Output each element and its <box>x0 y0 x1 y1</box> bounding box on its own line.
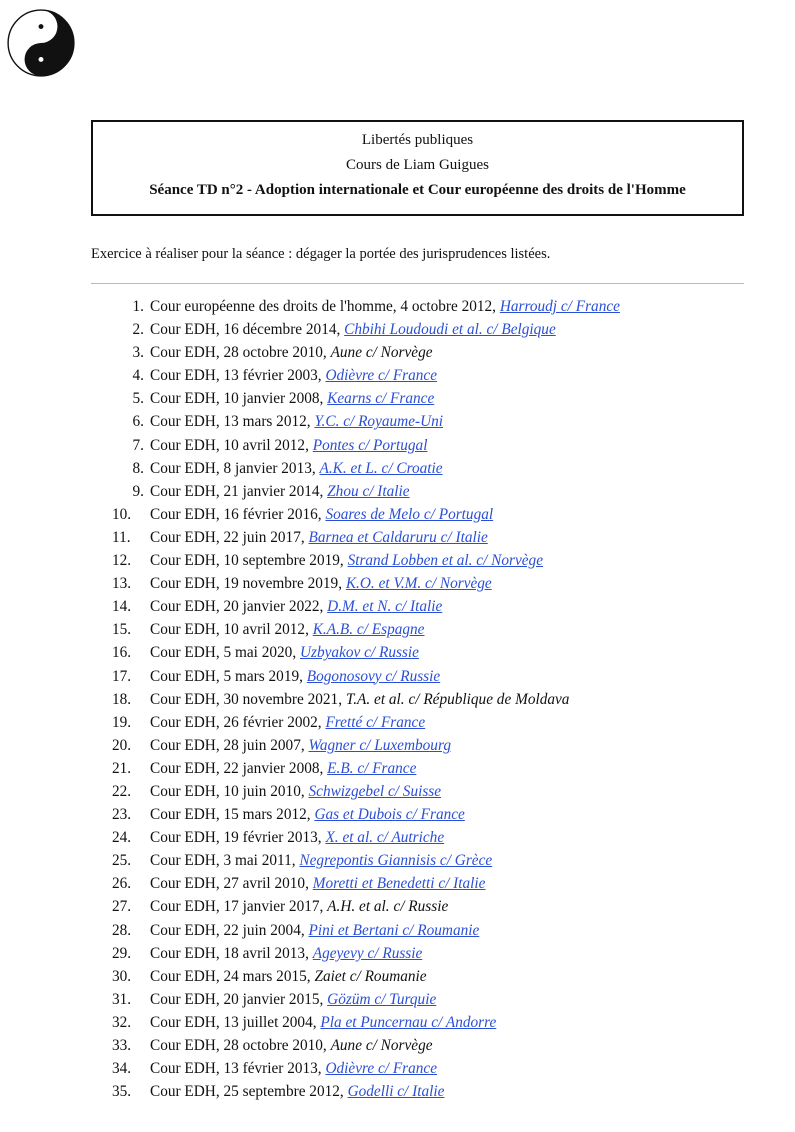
case-link[interactable]: Gas et Dubois c/ France <box>314 806 465 824</box>
case-court-date: Cour EDH, 20 janvier 2022, <box>150 598 328 616</box>
case-court-date: Cour EDH, 28 octobre 2010, <box>150 1037 331 1054</box>
course-teacher: Cours de Liam Guigues <box>346 157 489 173</box>
case-link[interactable]: D.M. et N. c/ Italie <box>327 598 443 616</box>
case-link[interactable]: Moretti et Benedetti c/ Italie <box>312 875 486 893</box>
list-item <box>112 688 620 711</box>
case-link[interactable]: K.O. et V.M. c/ Norvège <box>345 575 492 593</box>
case-link[interactable]: Pontes c/ Portugal <box>312 436 428 454</box>
case-court-date: Cour EDH, 5 mai 2020, <box>150 644 300 662</box>
case-link[interactable]: A.K. et L. c/ Croatie <box>319 459 443 477</box>
case-court-date: Cour EDH, 19 novembre 2019, <box>150 575 346 593</box>
case-number: 25. <box>112 852 132 870</box>
case-court-date: Cour EDH, 28 octobre 2010, <box>150 344 331 362</box>
case-court-date: Cour EDH, 28 juin 2007, <box>150 736 309 754</box>
list-item <box>112 410 620 433</box>
case-name: Aune c/ Norvège <box>330 344 433 362</box>
case-court-date: Cour EDH, 21 janvier 2014, <box>150 482 328 500</box>
list-item <box>112 734 620 757</box>
case-link[interactable]: Bogonosovy c/ Russie <box>306 667 441 685</box>
case-court-date: Cour EDH, 22 juin 2004, <box>150 921 309 939</box>
case-court-date: Cour EDH, 22 juin 2017, <box>150 528 309 546</box>
case-number: 17. <box>112 667 132 685</box>
case-number: 31. <box>112 990 132 1008</box>
case-number: 26. <box>112 875 132 893</box>
list-item <box>112 295 620 318</box>
case-court-date: Cour EDH, 19 février 2013, <box>150 829 326 847</box>
list-item <box>112 780 620 803</box>
case-number: 21. <box>112 759 132 777</box>
case-link[interactable]: E.B. c/ France <box>327 759 417 777</box>
case-number: 8. <box>132 459 144 477</box>
case-link[interactable]: Pla et Puncernau c/ Andorre <box>320 1013 497 1031</box>
case-number: 34. <box>112 1060 132 1078</box>
list-item <box>112 665 620 688</box>
case-court-date: Cour EDH, 30 novembre 2021, <box>150 690 346 708</box>
list-item <box>112 1057 620 1080</box>
list-item <box>112 849 620 872</box>
case-number: 13. <box>112 575 132 593</box>
list-item <box>112 872 620 895</box>
list-item <box>112 480 620 503</box>
case-number: 9. <box>132 482 144 500</box>
case-number: 18. <box>112 690 132 708</box>
case-name: Aune c/ Norvège <box>330 1037 433 1054</box>
case-link[interactable]: Odièvre c/ France <box>325 1060 438 1078</box>
case-link[interactable]: Strand Lobben et al. c/ Norvège <box>347 552 543 570</box>
case-number: 20. <box>112 736 132 754</box>
list-item <box>112 318 620 341</box>
divider <box>91 283 744 284</box>
case-court-date: Cour EDH, 24 mars 2015, <box>150 967 315 985</box>
case-link[interactable]: Odièvre c/ France <box>325 367 438 385</box>
list-item <box>112 641 620 664</box>
document-header <box>91 120 744 216</box>
list-item <box>112 919 620 942</box>
case-link[interactable]: Pini et Bertani c/ Roumanie <box>308 921 480 939</box>
case-link[interactable]: Negrepontis Giannisis c/ Grèce <box>299 852 493 870</box>
case-link[interactable]: Fretté c/ France <box>325 713 426 731</box>
case-court-date: Cour EDH, 5 mars 2019, <box>150 667 307 685</box>
list-item <box>112 387 620 410</box>
case-court-date: Cour EDH, 26 février 2002, <box>150 713 326 731</box>
list-item <box>112 595 620 618</box>
case-number: 32. <box>112 1013 132 1031</box>
list-item <box>112 965 620 988</box>
case-link[interactable]: Y.C. c/ Royaume-Uni <box>314 413 444 431</box>
case-court-date: Cour EDH, 10 janvier 2008, <box>150 390 328 408</box>
case-number: 4. <box>132 367 144 385</box>
case-number: 22. <box>112 782 132 800</box>
case-court-date: Cour EDH, 13 juillet 2004, <box>150 1013 321 1031</box>
case-court-date: Cour EDH, 3 mai 2011, <box>150 852 300 870</box>
case-number: 16. <box>112 644 132 662</box>
case-number: 27. <box>112 898 132 916</box>
case-court-date: Cour EDH, 13 février 2013, <box>150 1060 326 1078</box>
case-court-date: Cour EDH, 18 avril 2013, <box>150 944 313 962</box>
session-title: Séance TD n°2 - Adoption internationale et Cour européenne des droits de l'Homme <box>149 182 686 198</box>
case-number: 23. <box>112 806 132 824</box>
case-name: A.H. et al. c/ Russie <box>327 898 449 916</box>
case-court-date: Cour EDH, 17 janvier 2017, <box>150 898 328 916</box>
list-item <box>112 572 620 595</box>
case-link[interactable]: Harroudj c/ France <box>499 298 620 315</box>
case-number: 30. <box>112 967 132 985</box>
case-court-date: Cour EDH, 16 décembre 2014, <box>150 321 345 339</box>
case-number: 10. <box>112 505 132 523</box>
case-link[interactable]: Soares de Melo c/ Portugal <box>325 505 494 523</box>
course-subject: Libertés publiques <box>361 132 474 148</box>
case-number: 15. <box>112 621 132 639</box>
list-item <box>112 618 620 641</box>
list-item <box>112 803 620 826</box>
case-link[interactable]: Ageyevy c/ Russie <box>312 944 423 962</box>
case-number: 24. <box>112 829 132 847</box>
case-court-date: Cour EDH, 20 janvier 2015, <box>150 990 328 1008</box>
case-number: 3. <box>132 344 144 362</box>
list-item <box>112 526 620 549</box>
case-link[interactable]: Kearns c/ France <box>327 390 435 408</box>
case-link[interactable]: Gözüm c/ Turquie <box>327 990 437 1008</box>
case-court-date: Cour EDH, 27 avril 2010, <box>150 875 313 893</box>
case-number: 6. <box>132 413 144 431</box>
case-court-date: Cour EDH, 10 avril 2012, <box>150 436 313 454</box>
case-number: 29. <box>112 944 132 962</box>
list-item <box>112 1034 620 1057</box>
case-link[interactable]: Wagner c/ Luxembourg <box>308 736 451 754</box>
case-number: 5. <box>132 390 144 408</box>
list-item <box>112 364 620 387</box>
list-item <box>112 341 620 364</box>
list-item <box>112 895 620 918</box>
case-court-date: Cour EDH, 25 septembre 2012, <box>150 1083 348 1101</box>
case-court-date: Cour EDH, 15 mars 2012, <box>150 806 315 824</box>
case-link[interactable]: Schwizgebel c/ Suisse <box>308 782 442 800</box>
list-item <box>112 757 620 780</box>
case-number: 28. <box>112 921 132 939</box>
case-link[interactable]: Zhou c/ Italie <box>327 482 410 500</box>
case-number: 1. <box>132 298 144 315</box>
case-number: 12. <box>112 552 132 570</box>
list-item <box>112 457 620 480</box>
case-court-date: Cour européenne des droits de l'homme, 4 octobre 2012, <box>150 298 500 315</box>
case-link[interactable]: Uzbyakov c/ Russie <box>299 644 419 662</box>
list-item <box>112 1011 620 1034</box>
case-number: 19. <box>112 713 132 731</box>
case-court-date: Cour EDH, 10 septembre 2019, <box>150 552 348 570</box>
case-link[interactable]: X. et al. c/ Autriche <box>325 829 445 847</box>
case-court-date: Cour EDH, 22 janvier 2008, <box>150 759 328 777</box>
exercise-instruction: Exercice à réaliser pour la séance : dégager la portée des jurisprudences listées. <box>91 246 551 262</box>
case-link[interactable]: Chbihi Loudoudi et al. c/ Belgique <box>344 321 556 339</box>
case-court-date: Cour EDH, 8 janvier 2013, <box>150 459 320 477</box>
case-court-date: Cour EDH, 13 février 2003, <box>150 367 326 385</box>
case-number: 7. <box>132 436 144 454</box>
case-link[interactable]: Godelli c/ Italie <box>347 1083 445 1101</box>
case-number: 33. <box>112 1037 132 1054</box>
case-number: 14. <box>112 598 132 616</box>
yin-yang-icon <box>6 8 76 78</box>
case-name: T.A. et al. c/ République de Moldava <box>345 690 570 708</box>
case-link[interactable]: K.A.B. c/ Espagne <box>312 621 425 639</box>
list-item <box>112 826 620 849</box>
case-list <box>112 295 620 1103</box>
list-item <box>112 988 620 1011</box>
list-item <box>112 711 620 734</box>
case-link[interactable]: Barnea et Caldaruru c/ Italie <box>308 528 488 546</box>
case-court-date: Cour EDH, 10 avril 2012, <box>150 621 313 639</box>
list-item <box>112 549 620 572</box>
case-court-date: Cour EDH, 10 juin 2010, <box>150 782 309 800</box>
case-number: 11. <box>112 528 131 546</box>
case-name: Zaiet c/ Roumanie <box>314 967 427 985</box>
list-item <box>112 1080 620 1103</box>
case-number: 35. <box>112 1083 132 1101</box>
list-item <box>112 942 620 965</box>
list-item <box>112 434 620 457</box>
case-court-date: Cour EDH, 13 mars 2012, <box>150 413 315 431</box>
case-court-date: Cour EDH, 16 février 2016, <box>150 505 326 523</box>
list-item <box>112 503 620 526</box>
case-number: 2. <box>132 321 144 339</box>
